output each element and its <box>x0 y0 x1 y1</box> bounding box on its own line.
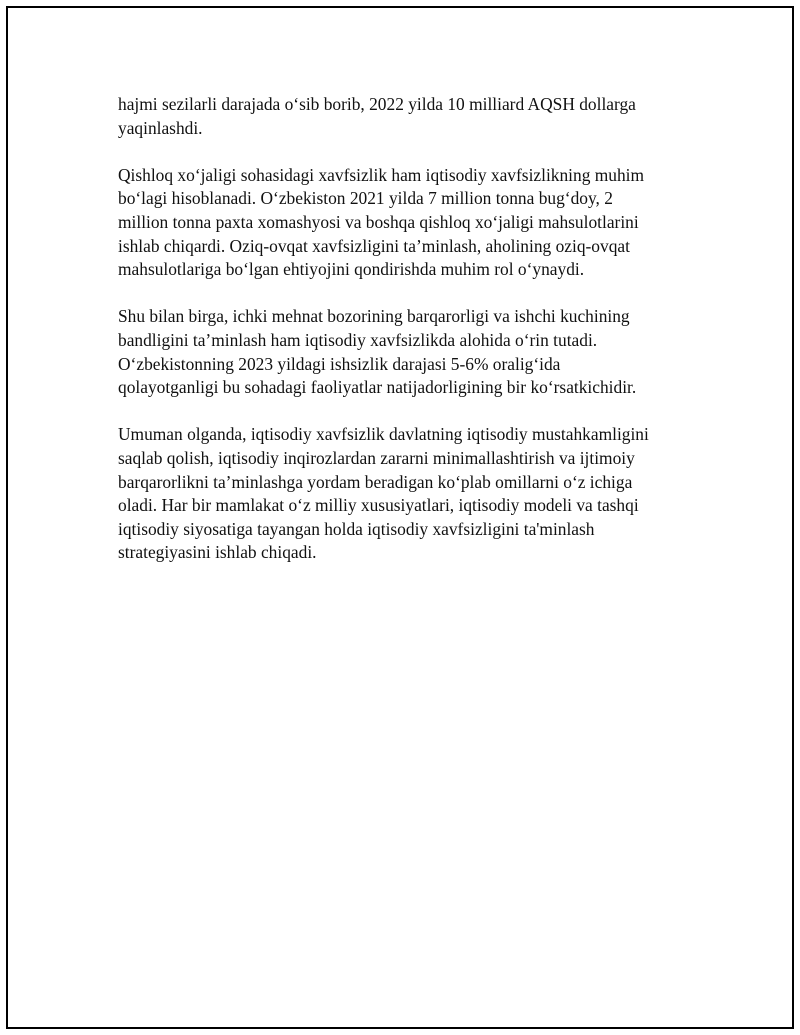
document-body <box>118 93 708 588</box>
paragraph-2: Qishloq xo‘jaligi sohasidagi xavfsizlik ham iqtisodiy xavfsizlikning muhim bo‘lagi hisoblanadi. O‘zbekiston 2021 yilda 7 million tonna bug‘doy, 2 million tonna paxta xomashyosi va boshqa qishloq xo‘jaligi mahsulotlarini ishlab chiqardi. Oziq-ovqat xavfsizligini ta’minlash, aholining oziq-ovqat mahsulotlariga bo‘lgan ehtiyojini qondirishda muhim rol o‘ynaydi. <box>118 164 645 280</box>
paragraph-1: hajmi sezilarli darajada o‘sib borib, 2022 yilda 10 milliard AQSH dollarga yaqinlashdi. <box>118 94 636 138</box>
paragraph-3: Shu bilan birga, ichki mehnat bozorining barqarorligi va ishchi kuchining bandligini ta’minlash ham iqtisodiy xavfsizlikda alohida o‘rin tutadi. O‘zbekistonning 2023 yildagi ishsizlik darajasi 5-6% oralig‘ida qolayotganligi bu sohadagi faoliyatlar natijadorligining bir ko‘rsatkichidir. <box>118 306 637 398</box>
paragraph-4: Umuman olganda, iqtisodiy xavfsizlik davlatning iqtisodiy mustahkamligini saqlab qolish, iqtisodiy inqirozlardan zararni minimallashtirish va ijtimoiy barqarorlikni ta’minlashga yordam beradigan ko‘plab omillarni o‘z ichiga oladi. Har bir mamlakat o‘z milliy xususiyatlari, iqtisodiy modeli va tashqi iqtisodiy siyosatiga tayangan holda iqtisodiy xavfsizligini ta'minlash strategiyasini ishlab chiqadi. <box>118 424 649 563</box>
